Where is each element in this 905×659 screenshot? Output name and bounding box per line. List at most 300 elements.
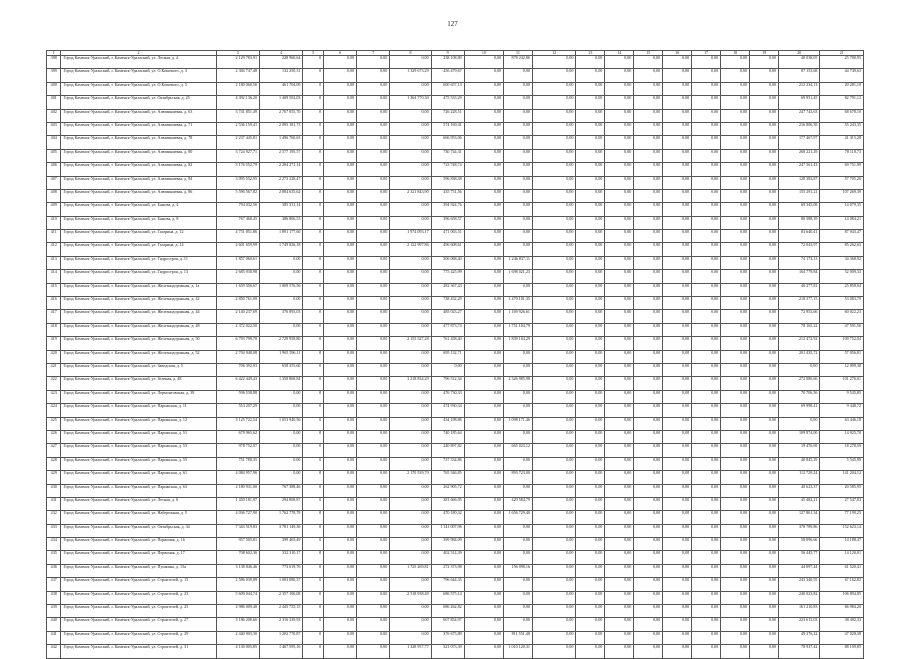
value-cell: 658 355,60 — [260, 363, 303, 376]
value-cell: 112 729,24 — [779, 471, 820, 484]
value-cell: 0,00 — [576, 484, 605, 497]
value-cell: 0,00 — [692, 444, 721, 457]
value-cell: 2 986 009,40 — [216, 605, 259, 618]
value-cell: 1 659 356,67 — [216, 283, 259, 296]
value-cell: 38 492,33 — [820, 618, 864, 631]
value-cell: 0,00 — [357, 256, 390, 269]
value-cell: 0,00 — [390, 310, 431, 323]
value-cell: 2 180 060,56 — [216, 82, 259, 95]
value-cell: 686 575,14 — [431, 591, 464, 604]
address-cell: Город Каменск-Уральский, г. Каменск-Уральский, ул. Алюминиевая, д. 80 — [61, 149, 216, 162]
value-cell: 0,00 — [390, 323, 431, 336]
value-cell: 0 — [303, 538, 324, 551]
value-cell: 0,00 — [357, 591, 390, 604]
value-cell: 0,00 — [605, 216, 634, 229]
value-cell: 0,00 — [324, 122, 357, 135]
value-cell: 0,00 — [357, 484, 390, 497]
value-cell: 0,00 — [390, 417, 431, 430]
value-cell: 0,00 — [464, 363, 503, 376]
value-cell: 0,00 — [692, 163, 721, 176]
value-cell: 0,00 — [721, 564, 750, 577]
value-cell: 0,00 — [324, 430, 357, 443]
value-cell: 201 435,72 — [779, 350, 820, 363]
value-cell: 0,00 — [324, 136, 357, 149]
row-number: 426 — [47, 430, 61, 443]
row-number: 438 — [47, 591, 61, 604]
value-cell: 1 053 940,56 — [260, 417, 303, 430]
value-cell: 434 198,86 — [431, 417, 464, 430]
row-number: 405 — [47, 149, 61, 162]
value-cell: 70 706,56 — [779, 390, 820, 403]
value-cell: 0,00 — [357, 56, 390, 69]
value-cell: 0 — [303, 551, 324, 564]
row-number: 441 — [47, 631, 61, 644]
value-cell: 0,00 — [357, 337, 390, 350]
value-cell: 0,00 — [663, 69, 692, 82]
value-cell: 19 476,69 — [779, 444, 820, 457]
value-cell: 0,00 — [464, 457, 503, 470]
value-cell: 68 678,10 — [820, 109, 864, 122]
value-cell: 0,00 — [464, 377, 503, 390]
value-cell: 0 — [303, 457, 324, 470]
value-cell: 0 — [303, 203, 324, 216]
value-cell: 80 588,39 — [779, 216, 820, 229]
value-cell: 2 850 761,09 — [216, 297, 259, 310]
value-cell: 0,00 — [721, 377, 750, 390]
value-cell: 0,00 — [260, 444, 303, 457]
value-cell: 0,00 — [324, 203, 357, 216]
value-cell: 0,00 — [532, 457, 575, 470]
value-cell: 0,00 — [576, 350, 605, 363]
value-cell: 0,00 — [576, 471, 605, 484]
value-cell: 1 749 826,18 — [260, 243, 303, 256]
value-cell: 0,00 — [663, 149, 692, 162]
value-cell: 69 345,08 — [779, 203, 820, 216]
value-cell: 0,00 — [532, 578, 575, 591]
value-cell: 0,00 — [464, 109, 503, 122]
value-cell: 0,00 — [721, 471, 750, 484]
value-cell: 272 086,66 — [779, 377, 820, 390]
value-cell: 0,00 — [605, 605, 634, 618]
value-cell: 27 547,03 — [820, 497, 864, 510]
value-cell: 0,00 — [390, 176, 431, 189]
value-cell: 477 873,74 — [431, 323, 464, 336]
value-cell: 0 — [303, 578, 324, 591]
value-cell: 0,00 — [532, 96, 575, 109]
value-cell: 0,00 — [750, 122, 779, 135]
value-cell: 3 176 552,79 — [216, 163, 259, 176]
value-cell: 0,00 — [464, 216, 503, 229]
value-cell: 796 644,35 — [431, 578, 464, 591]
value-cell: 0,00 — [692, 189, 721, 202]
row-number: 431 — [47, 497, 61, 510]
value-cell: 0,00 — [692, 484, 721, 497]
value-cell: 978 752,07 — [216, 444, 259, 457]
table-row — [47, 82, 864, 95]
value-cell: 0,00 — [504, 189, 533, 202]
value-cell: 596 838,38 — [431, 176, 464, 189]
row-number: 439 — [47, 605, 61, 618]
value-cell: 294 808,87 — [260, 497, 303, 510]
table-row — [47, 497, 864, 510]
value-cell: 5 596 567,82 — [216, 189, 259, 202]
row-number: 429 — [47, 471, 61, 484]
value-cell: 0,00 — [576, 591, 605, 604]
value-cell: 726 228,51 — [431, 109, 464, 122]
value-cell: 0 — [303, 484, 324, 497]
value-cell: 796 512,34 — [431, 377, 464, 390]
value-cell: 0,00 — [532, 511, 575, 524]
value-cell: 0,00 — [663, 591, 692, 604]
value-cell: 1 009 576,56 — [260, 283, 303, 296]
value-cell: 0,00 — [464, 444, 503, 457]
value-cell: 0,00 — [634, 230, 663, 243]
value-cell: 78 118,73 — [820, 149, 864, 162]
table-row — [47, 484, 864, 497]
value-cell: 212 472,92 — [779, 337, 820, 350]
column-number-header: 15 — [634, 51, 663, 56]
value-cell: 0,00 — [634, 444, 663, 457]
value-cell: 0,00 — [576, 56, 605, 69]
value-cell: 0,00 — [663, 417, 692, 430]
column-number-header: 1 — [47, 51, 61, 56]
value-cell: 0,00 — [663, 122, 692, 135]
value-cell: 9 448,72 — [820, 404, 864, 417]
value-cell: 0,00 — [390, 56, 431, 69]
value-cell: 0,00 — [324, 645, 357, 658]
value-cell: 666 953,06 — [431, 136, 464, 149]
value-cell: 85 262,63 — [820, 243, 864, 256]
value-cell: 0,00 — [260, 297, 303, 310]
value-cell: 0,00 — [576, 256, 605, 269]
table-row — [47, 56, 864, 69]
value-cell: 0 — [303, 497, 324, 510]
value-cell: 0,00 — [634, 109, 663, 122]
value-cell: 0,00 — [324, 363, 357, 376]
value-cell: 161 210,83 — [779, 605, 820, 618]
address-cell: Город Каменск-Уральский, г. Каменск-Уральский, ул. Строителей, д. 27 — [61, 618, 216, 631]
register-table-body — [47, 56, 864, 659]
value-cell: 3 724 927,71 — [216, 149, 259, 162]
value-cell: 0,00 — [750, 404, 779, 417]
value-cell: 0,00 — [634, 350, 663, 363]
value-cell: 0,00 — [324, 283, 357, 296]
column-number-header: 5 — [303, 51, 324, 56]
value-cell: 402 514,39 — [431, 551, 464, 564]
value-cell: 0,00 — [504, 203, 533, 216]
value-cell: 0,00 — [721, 310, 750, 323]
value-cell: 0,00 — [576, 122, 605, 135]
value-cell: 0,00 — [663, 350, 692, 363]
value-cell: 0,00 — [576, 216, 605, 229]
value-cell: 0,00 — [692, 618, 721, 631]
value-cell: 1 003 080,37 — [260, 578, 303, 591]
value-cell: 0,00 — [605, 538, 634, 551]
value-cell: 0,00 — [692, 511, 721, 524]
value-cell: 893 723,00 — [504, 471, 533, 484]
value-cell: 1 857 060,61 — [216, 256, 259, 269]
row-number: 424 — [47, 404, 61, 417]
value-cell: 1 698 021,23 — [504, 270, 533, 283]
row-number: 401 — [47, 96, 61, 109]
value-cell: 1 839 104,29 — [504, 337, 533, 350]
value-cell: 0,00 — [605, 524, 634, 537]
value-cell: 0,00 — [464, 256, 503, 269]
value-cell: 0,00 — [692, 404, 721, 417]
address-cell: Город Каменск-Уральский, г. Каменск-Уральский, ул. Алюминиевая, д. 78 — [61, 136, 216, 149]
value-cell: 0,00 — [634, 591, 663, 604]
value-cell: 0,00 — [692, 457, 721, 470]
value-cell: 0 — [303, 471, 324, 484]
value-cell: 2 129 783,91 — [216, 56, 259, 69]
value-cell: 0,00 — [634, 551, 663, 564]
value-cell: 0,00 — [721, 270, 750, 283]
value-cell: 2 273 228,47 — [260, 176, 303, 189]
address-cell: Город Каменск-Уральский, г. Каменск-Уральский, ул. Бажова, д. 8 — [61, 216, 216, 229]
value-cell: 0,00 — [692, 564, 721, 577]
value-cell: 0,00 — [663, 390, 692, 403]
value-cell: 0,00 — [464, 176, 503, 189]
value-cell: 0,00 — [464, 270, 503, 283]
value-cell: 0,00 — [464, 323, 503, 336]
value-cell: 0,00 — [324, 216, 357, 229]
value-cell: 0,00 — [750, 377, 779, 390]
value-cell: 0,00 — [576, 203, 605, 216]
value-cell: 0,00 — [576, 444, 605, 457]
value-cell: 0,00 — [750, 323, 779, 336]
value-cell: 0,00 — [324, 243, 357, 256]
value-cell: 2 536 159,41 — [216, 122, 259, 135]
value-cell: 0,00 — [390, 524, 431, 537]
value-cell: 470 180,32 — [431, 511, 464, 524]
value-cell: 0,00 — [634, 323, 663, 336]
value-cell: 152 623,14 — [820, 524, 864, 537]
value-cell: 0,00 — [464, 163, 503, 176]
value-cell: 0,00 — [357, 538, 390, 551]
value-cell: 212 234,13 — [779, 82, 820, 95]
value-cell: 0 — [303, 230, 324, 243]
address-cell: Город Каменск-Уральский, г. Каменск-Уральский, ул. Заводская, д. 5 — [61, 363, 216, 376]
value-cell: 1 329 673,29 — [390, 69, 431, 82]
value-cell: 0 — [303, 363, 324, 376]
value-cell: 461 704,09 — [260, 82, 303, 95]
value-cell: 6 422 449,43 — [216, 377, 259, 390]
value-cell: 0,00 — [357, 511, 390, 524]
value-cell: 0 — [303, 216, 324, 229]
value-cell: 0,00 — [532, 163, 575, 176]
value-cell: 0,00 — [532, 243, 575, 256]
value-cell: 0,00 — [357, 163, 390, 176]
value-cell: 761 458,40 — [431, 337, 464, 350]
value-cell: 1 169 926,61 — [504, 310, 533, 323]
value-cell: 20 281,10 — [820, 82, 864, 95]
value-cell: 0,00 — [504, 230, 533, 243]
value-cell: 0,00 — [634, 283, 663, 296]
value-cell: 40 038,05 — [779, 56, 820, 69]
value-cell: 0,00 — [324, 350, 357, 363]
value-cell: 0,00 — [324, 404, 357, 417]
value-cell: 0,00 — [634, 564, 663, 577]
value-cell: 0,00 — [532, 270, 575, 283]
table-row — [47, 203, 864, 216]
value-cell: 0,00 — [634, 618, 663, 631]
table-row — [47, 109, 864, 122]
value-cell: 385 531,14 — [260, 203, 303, 216]
value-cell: 0,00 — [390, 578, 431, 591]
value-cell: 0,00 — [634, 337, 663, 350]
value-cell: 40 845,29 — [779, 457, 820, 470]
value-cell: 1 364 770,30 — [390, 96, 431, 109]
value-cell: 0,00 — [663, 283, 692, 296]
value-cell: 0,00 — [324, 82, 357, 95]
value-cell: 72 953,66 — [779, 310, 820, 323]
value-cell: 0,00 — [504, 430, 533, 443]
value-cell: 740 185,64 — [431, 430, 464, 443]
value-cell: 0,00 — [634, 56, 663, 69]
value-cell: 0,00 — [634, 256, 663, 269]
value-cell: 3 186 208,66 — [216, 618, 259, 631]
value-cell: 0,00 — [464, 578, 503, 591]
value-cell: 0,00 — [721, 216, 750, 229]
value-cell: 0,00 — [721, 417, 750, 430]
value-cell: 686 262,82 — [431, 605, 464, 618]
value-cell: 2 155 527,28 — [390, 337, 431, 350]
value-cell: 0,00 — [532, 69, 575, 82]
value-cell: 665 023,12 — [504, 444, 533, 457]
value-cell: 0,00 — [721, 283, 750, 296]
value-cell: 0,00 — [464, 564, 503, 577]
address-cell: Город Каменск-Уральский, г. Каменск-Уральский, ул. Гидростроя, д. 13 — [61, 270, 216, 283]
value-cell: 1 328 957,77 — [390, 645, 431, 658]
value-cell: 0 — [303, 430, 324, 443]
table-row — [47, 122, 864, 135]
column-number-header: 11 — [504, 51, 533, 56]
value-cell: 0,00 — [692, 256, 721, 269]
value-cell: 496 608,61 — [431, 243, 464, 256]
table-row — [47, 645, 864, 658]
value-cell: 223 615,03 — [779, 618, 820, 631]
value-cell: 0,00 — [750, 350, 779, 363]
table-row — [47, 524, 864, 537]
value-cell: 0,00 — [721, 82, 750, 95]
value-cell: 0,00 — [576, 564, 605, 577]
value-cell: 0,00 — [576, 618, 605, 631]
value-cell: 0,00 — [357, 551, 390, 564]
value-cell: 1 358 868,84 — [260, 377, 303, 390]
row-number: 416 — [47, 297, 61, 310]
value-cell: 282 367,43 — [431, 283, 464, 296]
value-cell: 0,00 — [504, 283, 533, 296]
value-cell: 957 505,81 — [216, 538, 259, 551]
row-number: 402 — [47, 109, 61, 122]
value-cell: 0,00 — [324, 631, 357, 644]
column-number-header: 13 — [576, 51, 605, 56]
value-cell: 0,00 — [692, 350, 721, 363]
value-cell: 0,00 — [692, 337, 721, 350]
value-cell: 0,00 — [692, 605, 721, 618]
value-cell: 0,00 — [605, 497, 634, 510]
address-cell: Город Каменск-Уральский, г. Каменск-Уральский, ул. Железнодорожная, д. 48 — [61, 323, 216, 336]
value-cell: 0,00 — [634, 390, 663, 403]
value-cell: 14 120,01 — [820, 551, 864, 564]
address-cell: Город Каменск-Уральский, г. Каменск-Уральский, ул. Октябрьская, д. 34 — [61, 524, 216, 537]
value-cell: 14 925,70 — [820, 430, 864, 443]
value-cell: 44 749,63 — [820, 69, 864, 82]
value-cell: 0,00 — [357, 176, 390, 189]
value-cell: 0,00 — [576, 136, 605, 149]
value-cell: 0,00 — [576, 404, 605, 417]
value-cell: 0,00 — [390, 136, 431, 149]
value-cell: 0,00 — [779, 363, 820, 376]
value-cell: 0,00 — [576, 645, 605, 658]
value-cell: 0,00 — [605, 350, 634, 363]
value-cell: 2 095 181,73 — [260, 122, 303, 135]
value-cell: 82 791,12 — [820, 96, 864, 109]
value-cell: 0,00 — [464, 511, 503, 524]
value-cell: 0,00 — [692, 578, 721, 591]
value-cell: 0 — [303, 122, 324, 135]
value-cell: 0,00 — [721, 297, 750, 310]
value-cell: 0,00 — [692, 283, 721, 296]
value-cell: 0,00 — [750, 230, 779, 243]
value-cell: 0,00 — [692, 69, 721, 82]
value-cell: 1 891 177,60 — [260, 230, 303, 243]
value-cell: 0,00 — [634, 363, 663, 376]
value-cell: 0,00 — [576, 109, 605, 122]
value-cell: 0,00 — [605, 430, 634, 443]
value-cell: 0,00 — [721, 96, 750, 109]
address-cell: Город Каменск-Уральский, г. Каменск-Уральский, ул. Парижская, д. 63 — [61, 484, 216, 497]
value-cell: 0,00 — [721, 256, 750, 269]
value-cell: 0,00 — [605, 82, 634, 95]
value-cell: 0,00 — [721, 122, 750, 135]
row-number: 425 — [47, 417, 61, 430]
value-cell: 0,00 — [260, 390, 303, 403]
row-number: 427 — [47, 444, 61, 457]
value-cell: 0,00 — [605, 578, 634, 591]
value-cell: 0,00 — [532, 497, 575, 510]
value-cell: 0,00 — [390, 484, 431, 497]
value-cell: 47 028,38 — [820, 631, 864, 644]
table-row — [47, 69, 864, 82]
table-row — [47, 270, 864, 283]
value-cell: 0,00 — [692, 216, 721, 229]
row-number: 407 — [47, 176, 61, 189]
value-cell: 0,00 — [605, 591, 634, 604]
value-cell: 0,00 — [504, 96, 533, 109]
value-cell: 0,00 — [357, 430, 390, 443]
value-cell: 0,00 — [605, 176, 634, 189]
value-cell: 0,00 — [634, 176, 663, 189]
address-cell: Город Каменск-Уральский, г. Каменск-Уральский, ул. О.Кошевого, д. 5 — [61, 82, 216, 95]
row-number: 433 — [47, 524, 61, 537]
value-cell: 679 965,62 — [216, 430, 259, 443]
value-cell: 0,00 — [663, 605, 692, 618]
value-cell: 55 243,35 — [820, 122, 864, 135]
value-cell: 2 321 843,90 — [390, 189, 431, 202]
row-number: 399 — [47, 69, 61, 82]
value-cell: 0,00 — [532, 390, 575, 403]
value-cell: 78 937,42 — [779, 645, 820, 658]
value-cell: 0 — [303, 310, 324, 323]
value-cell: 4 130 005,85 — [216, 645, 259, 658]
value-cell: 0,00 — [663, 82, 692, 95]
value-cell: 0,00 — [357, 350, 390, 363]
value-cell: 0,00 — [721, 444, 750, 457]
value-cell: 0,00 — [721, 176, 750, 189]
table-row — [47, 511, 864, 524]
row-number: 406 — [47, 163, 61, 176]
